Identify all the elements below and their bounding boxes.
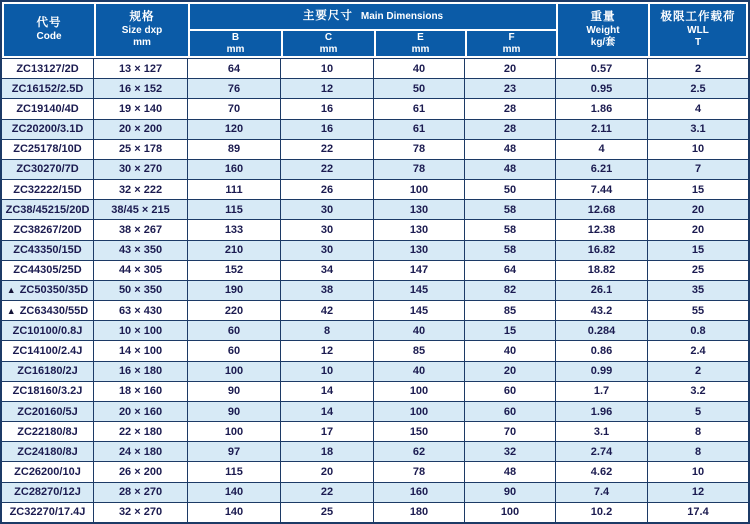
cell-size: 32 × 270 <box>94 503 188 522</box>
cell-c: 30 <box>281 241 374 260</box>
cell-f: 15 <box>465 321 556 340</box>
header-dim-e-unit: mm <box>411 43 430 55</box>
code-text: ZC16180/2J <box>17 365 78 378</box>
cell-code <box>2 160 94 179</box>
cell-e: 130 <box>374 220 465 239</box>
cell-c: 34 <box>281 261 374 280</box>
cell-b: 152 <box>188 261 281 280</box>
cell-wll: 4 <box>694 102 702 115</box>
table-row <box>2 98 748 118</box>
table-row <box>2 179 748 199</box>
cell-wll: 15 <box>691 244 705 257</box>
cell-c: 12 <box>281 79 374 98</box>
table-row <box>2 219 748 239</box>
cell-size: 18 × 160 <box>94 382 188 401</box>
cell-size: 16 × 152 <box>94 79 188 98</box>
cell-code <box>2 301 94 320</box>
header-dim-e-label: E <box>417 31 424 43</box>
table-row <box>2 300 748 320</box>
cell-size: 32 × 222 <box>94 180 188 199</box>
cell-e: 85 <box>374 341 465 360</box>
header-dim-e <box>375 30 466 57</box>
cell-code <box>2 483 94 502</box>
cell-c: 10 <box>281 59 374 78</box>
table-row <box>2 260 748 280</box>
cell-code <box>2 281 94 300</box>
header-wll-en: WLL <box>687 24 709 36</box>
cell-weight: 43.2 <box>556 301 648 320</box>
cell-code <box>2 200 94 219</box>
code-text: ZC32270/17.4J <box>9 506 86 519</box>
table-row <box>2 119 748 139</box>
table-row <box>2 159 748 179</box>
code-text: ZC43350/15D <box>13 244 82 257</box>
code-text: ZC32222/15D <box>13 183 82 196</box>
cell-wll: 20 <box>691 223 705 236</box>
cell-f: 50 <box>465 180 556 199</box>
cell-size: 50 × 350 <box>94 281 188 300</box>
cell-e: 130 <box>374 241 465 260</box>
cell-wll: 15 <box>691 183 705 196</box>
cell-code <box>2 220 94 239</box>
table-row <box>2 421 748 441</box>
code-text: ZC22180/8J <box>17 425 78 438</box>
code-text: ZC63430/55D <box>19 304 89 317</box>
code-text: ZC20160/5J <box>17 405 78 418</box>
cell-weight: 2.74 <box>556 442 648 461</box>
cell-wll: 2 <box>694 365 702 378</box>
cell-wll: 2 <box>694 62 702 75</box>
cell-code <box>2 341 94 360</box>
header-weight-en: Weight <box>586 24 620 36</box>
cell-wll: 3.2 <box>690 385 706 398</box>
cell-b: 60 <box>188 321 281 340</box>
cell-weight: 0.99 <box>556 362 648 381</box>
cell-code <box>2 99 94 118</box>
cell-wll: 8 <box>694 445 702 458</box>
cell-size: 14 × 100 <box>94 341 188 360</box>
cell-e: 40 <box>374 321 465 340</box>
cell-e: 130 <box>374 200 465 219</box>
cell-b: 115 <box>188 462 281 481</box>
cell-c: 12 <box>281 341 374 360</box>
header-size-unit: mm <box>133 36 151 48</box>
header-dim-c-unit: mm <box>319 43 338 55</box>
cell-wll: 3.1 <box>690 123 706 136</box>
table-row <box>2 361 748 381</box>
cell-e: 100 <box>374 402 465 421</box>
header-dim-c-label: C <box>324 31 333 43</box>
cell-weight: 10.2 <box>556 503 648 522</box>
header-size-zh: 规格 <box>129 11 155 24</box>
cell-code <box>2 261 94 280</box>
cell-b: 70 <box>188 99 281 118</box>
cell-c: 22 <box>281 483 374 502</box>
cell-c: 17 <box>281 422 374 441</box>
code-text: ZC19140/4D <box>16 102 79 115</box>
cell-f: 82 <box>465 281 556 300</box>
cell-wll: 2.5 <box>690 82 706 95</box>
cell-code <box>2 422 94 441</box>
cell-b: 220 <box>188 301 281 320</box>
cell-wll: 10 <box>691 143 705 156</box>
cell-code <box>2 362 94 381</box>
cell-size: 13 × 127 <box>94 59 188 78</box>
cell-f: 90 <box>465 483 556 502</box>
cell-c: 16 <box>281 99 374 118</box>
table-row <box>2 482 748 502</box>
code-text: ZC14100/2.4J <box>12 344 83 357</box>
triangle-marker-icon: ▲ <box>6 305 16 316</box>
cell-weight: 12.38 <box>556 220 648 239</box>
table-row <box>2 320 748 340</box>
code-text: ZC25178/10D <box>13 143 82 156</box>
cell-size: 26 × 200 <box>94 462 188 481</box>
triangle-marker-icon: ▲ <box>6 285 16 296</box>
cell-wll: 7 <box>694 163 702 176</box>
cell-f: 58 <box>465 220 556 239</box>
cell-code <box>2 462 94 481</box>
cell-code <box>2 402 94 421</box>
cell-e: 145 <box>374 281 465 300</box>
cell-code <box>2 382 94 401</box>
header-weight <box>557 3 649 57</box>
cell-weight: 26.1 <box>556 281 648 300</box>
cell-c: 14 <box>281 382 374 401</box>
header-dim-f-label: F <box>508 31 515 43</box>
cell-size: 10 × 100 <box>94 321 188 340</box>
cell-size: 30 × 270 <box>94 160 188 179</box>
code-text: ZC18160/3.2J <box>12 385 83 398</box>
cell-e: 62 <box>374 442 465 461</box>
cell-e: 61 <box>374 99 465 118</box>
code-text: ZC20200/3.1D <box>11 123 84 136</box>
cell-weight: 0.284 <box>556 321 648 340</box>
cell-size: 24 × 180 <box>94 442 188 461</box>
cell-weight: 4.62 <box>556 462 648 481</box>
code-text: ZC13127/2D <box>16 62 79 75</box>
cell-e: 100 <box>374 180 465 199</box>
cell-weight: 18.82 <box>556 261 648 280</box>
cell-b: 140 <box>188 503 281 522</box>
cell-f: 28 <box>465 99 556 118</box>
cell-e: 40 <box>374 362 465 381</box>
cell-e: 78 <box>374 160 465 179</box>
cell-weight: 12.68 <box>556 200 648 219</box>
cell-f: 60 <box>465 402 556 421</box>
cell-c: 38 <box>281 281 374 300</box>
cell-size: 28 × 270 <box>94 483 188 502</box>
cell-weight: 7.44 <box>556 180 648 199</box>
cell-b: 100 <box>188 362 281 381</box>
cell-wll: 8 <box>694 425 702 438</box>
table-row <box>2 78 748 98</box>
cell-size: 44 × 305 <box>94 261 188 280</box>
header-dim-f <box>466 30 557 57</box>
cell-code <box>2 59 94 78</box>
cell-c: 22 <box>281 160 374 179</box>
header-dim-b <box>189 30 282 57</box>
cell-weight: 1.96 <box>556 402 648 421</box>
cell-size: 63 × 430 <box>94 301 188 320</box>
cell-wll: 17.4 <box>687 506 709 519</box>
cell-e: 145 <box>374 301 465 320</box>
cell-wll: 25 <box>691 264 705 277</box>
cell-f: 48 <box>465 462 556 481</box>
header-code-zh: 代号 <box>36 17 62 30</box>
table-row <box>2 139 748 159</box>
header-weight-zh: 重量 <box>590 11 616 24</box>
code-text: ZC50350/35D <box>19 284 89 297</box>
cell-f: 48 <box>465 140 556 159</box>
cell-wll: 12 <box>691 486 705 499</box>
header-size-en: Size dxp <box>121 24 163 36</box>
cell-weight: 0.86 <box>556 341 648 360</box>
cell-b: 97 <box>188 442 281 461</box>
code-text: ZC44305/25D <box>13 264 82 277</box>
cell-b: 190 <box>188 281 281 300</box>
header-weight-unit: kg/套 <box>590 36 616 48</box>
cell-weight: 1.86 <box>556 99 648 118</box>
cell-size: 43 × 350 <box>94 241 188 260</box>
cell-code <box>2 79 94 98</box>
cell-e: 160 <box>374 483 465 502</box>
cell-b: 64 <box>188 59 281 78</box>
cell-c: 10 <box>281 362 374 381</box>
cell-size: 22 × 180 <box>94 422 188 441</box>
cell-c: 14 <box>281 402 374 421</box>
cell-weight: 1.7 <box>556 382 648 401</box>
header-wll <box>649 3 747 57</box>
table-row <box>2 58 748 78</box>
cell-b: 111 <box>188 180 281 199</box>
header-code <box>3 3 95 57</box>
cell-f: 40 <box>465 341 556 360</box>
header-main-dimensions <box>189 3 557 30</box>
code-text: ZC16152/2.5D <box>11 82 84 95</box>
cell-e: 180 <box>374 503 465 522</box>
cell-b: 210 <box>188 241 281 260</box>
header-wll-zh: 极限工作载荷 <box>660 11 736 24</box>
cell-wll: 5 <box>694 405 702 418</box>
cell-size: 19 × 140 <box>94 99 188 118</box>
cell-weight: 2.11 <box>556 120 648 139</box>
cell-f: 23 <box>465 79 556 98</box>
cell-c: 18 <box>281 442 374 461</box>
cell-b: 115 <box>188 200 281 219</box>
cell-wll: 10 <box>691 466 705 479</box>
cell-weight: 4 <box>556 140 648 159</box>
cell-f: 70 <box>465 422 556 441</box>
header-dim-c <box>282 30 375 57</box>
code-text: ZC26200/10J <box>14 466 81 479</box>
code-text: ZC38267/20D <box>13 223 82 236</box>
header-dim-b-unit: mm <box>226 43 245 55</box>
header-wll-unit: T <box>694 36 702 48</box>
cell-b: 89 <box>188 140 281 159</box>
header-main-zh: 主要尺寸 <box>302 9 353 22</box>
cell-wll: 2.4 <box>690 344 706 357</box>
cell-c: 20 <box>281 462 374 481</box>
header-dim-b-label: B <box>231 31 240 43</box>
cell-b: 90 <box>188 382 281 401</box>
cell-f: 85 <box>465 301 556 320</box>
cell-f: 20 <box>465 362 556 381</box>
cell-f: 100 <box>465 503 556 522</box>
cell-c: 26 <box>281 180 374 199</box>
cell-e: 61 <box>374 120 465 139</box>
code-text: ZC24180/8J <box>17 445 78 458</box>
header-dim-f-unit: mm <box>502 43 521 55</box>
cell-f: 58 <box>465 200 556 219</box>
cell-c: 25 <box>281 503 374 522</box>
cell-size: 38/45 × 215 <box>94 200 188 219</box>
cell-f: 20 <box>465 59 556 78</box>
cell-size: 20 × 200 <box>94 120 188 139</box>
cell-weight: 0.57 <box>556 59 648 78</box>
cell-e: 40 <box>374 59 465 78</box>
cell-c: 30 <box>281 200 374 219</box>
cell-size: 20 × 160 <box>94 402 188 421</box>
table-row <box>2 381 748 401</box>
cell-e: 150 <box>374 422 465 441</box>
cell-weight: 0.95 <box>556 79 648 98</box>
cell-f: 28 <box>465 120 556 139</box>
table-row <box>2 461 748 481</box>
code-text: ZC30270/7D <box>16 163 79 176</box>
cell-weight: 7.4 <box>556 483 648 502</box>
table-header <box>2 2 748 58</box>
cell-c: 8 <box>281 321 374 340</box>
table-row <box>2 199 748 219</box>
cell-b: 133 <box>188 220 281 239</box>
cell-code <box>2 140 94 159</box>
code-text: ZC38/45215/20D <box>5 203 90 216</box>
cell-f: 64 <box>465 261 556 280</box>
table-body <box>2 58 748 522</box>
cell-size: 16 × 180 <box>94 362 188 381</box>
cell-weight: 3.1 <box>556 422 648 441</box>
cell-wll: 35 <box>691 284 705 297</box>
header-size <box>95 3 189 57</box>
cell-code <box>2 241 94 260</box>
cell-weight: 6.21 <box>556 160 648 179</box>
cell-e: 78 <box>374 462 465 481</box>
cell-code <box>2 120 94 139</box>
cell-e: 147 <box>374 261 465 280</box>
code-text: ZC28270/12J <box>14 486 81 499</box>
cell-size: 38 × 267 <box>94 220 188 239</box>
cell-code <box>2 321 94 340</box>
cell-b: 140 <box>188 483 281 502</box>
cell-f: 60 <box>465 382 556 401</box>
cell-b: 90 <box>188 402 281 421</box>
cell-b: 76 <box>188 79 281 98</box>
cell-e: 78 <box>374 140 465 159</box>
cell-f: 58 <box>465 241 556 260</box>
cell-code <box>2 442 94 461</box>
cell-b: 100 <box>188 422 281 441</box>
cell-b: 120 <box>188 120 281 139</box>
code-text: ZC10100/0.8J <box>12 324 83 337</box>
cell-b: 60 <box>188 341 281 360</box>
cell-c: 30 <box>281 220 374 239</box>
cell-wll: 0.8 <box>690 324 706 337</box>
cell-weight: 16.82 <box>556 241 648 260</box>
cell-b: 160 <box>188 160 281 179</box>
cell-wll: 55 <box>691 304 705 317</box>
cell-f: 48 <box>465 160 556 179</box>
table-row <box>2 401 748 421</box>
cell-c: 42 <box>281 301 374 320</box>
cell-size: 25 × 178 <box>94 140 188 159</box>
table-row <box>2 441 748 461</box>
header-main-en: Main Dimensions <box>360 10 444 22</box>
cell-code <box>2 503 94 522</box>
cell-c: 22 <box>281 140 374 159</box>
table-row <box>2 240 748 260</box>
cell-c: 16 <box>281 120 374 139</box>
cell-e: 50 <box>374 79 465 98</box>
header-code-en: Code <box>36 30 62 42</box>
table-row <box>2 502 748 522</box>
cell-code <box>2 180 94 199</box>
cell-wll: 20 <box>691 203 705 216</box>
cell-f: 32 <box>465 442 556 461</box>
cell-e: 100 <box>374 382 465 401</box>
table-row <box>2 340 748 360</box>
table-row <box>2 280 748 300</box>
